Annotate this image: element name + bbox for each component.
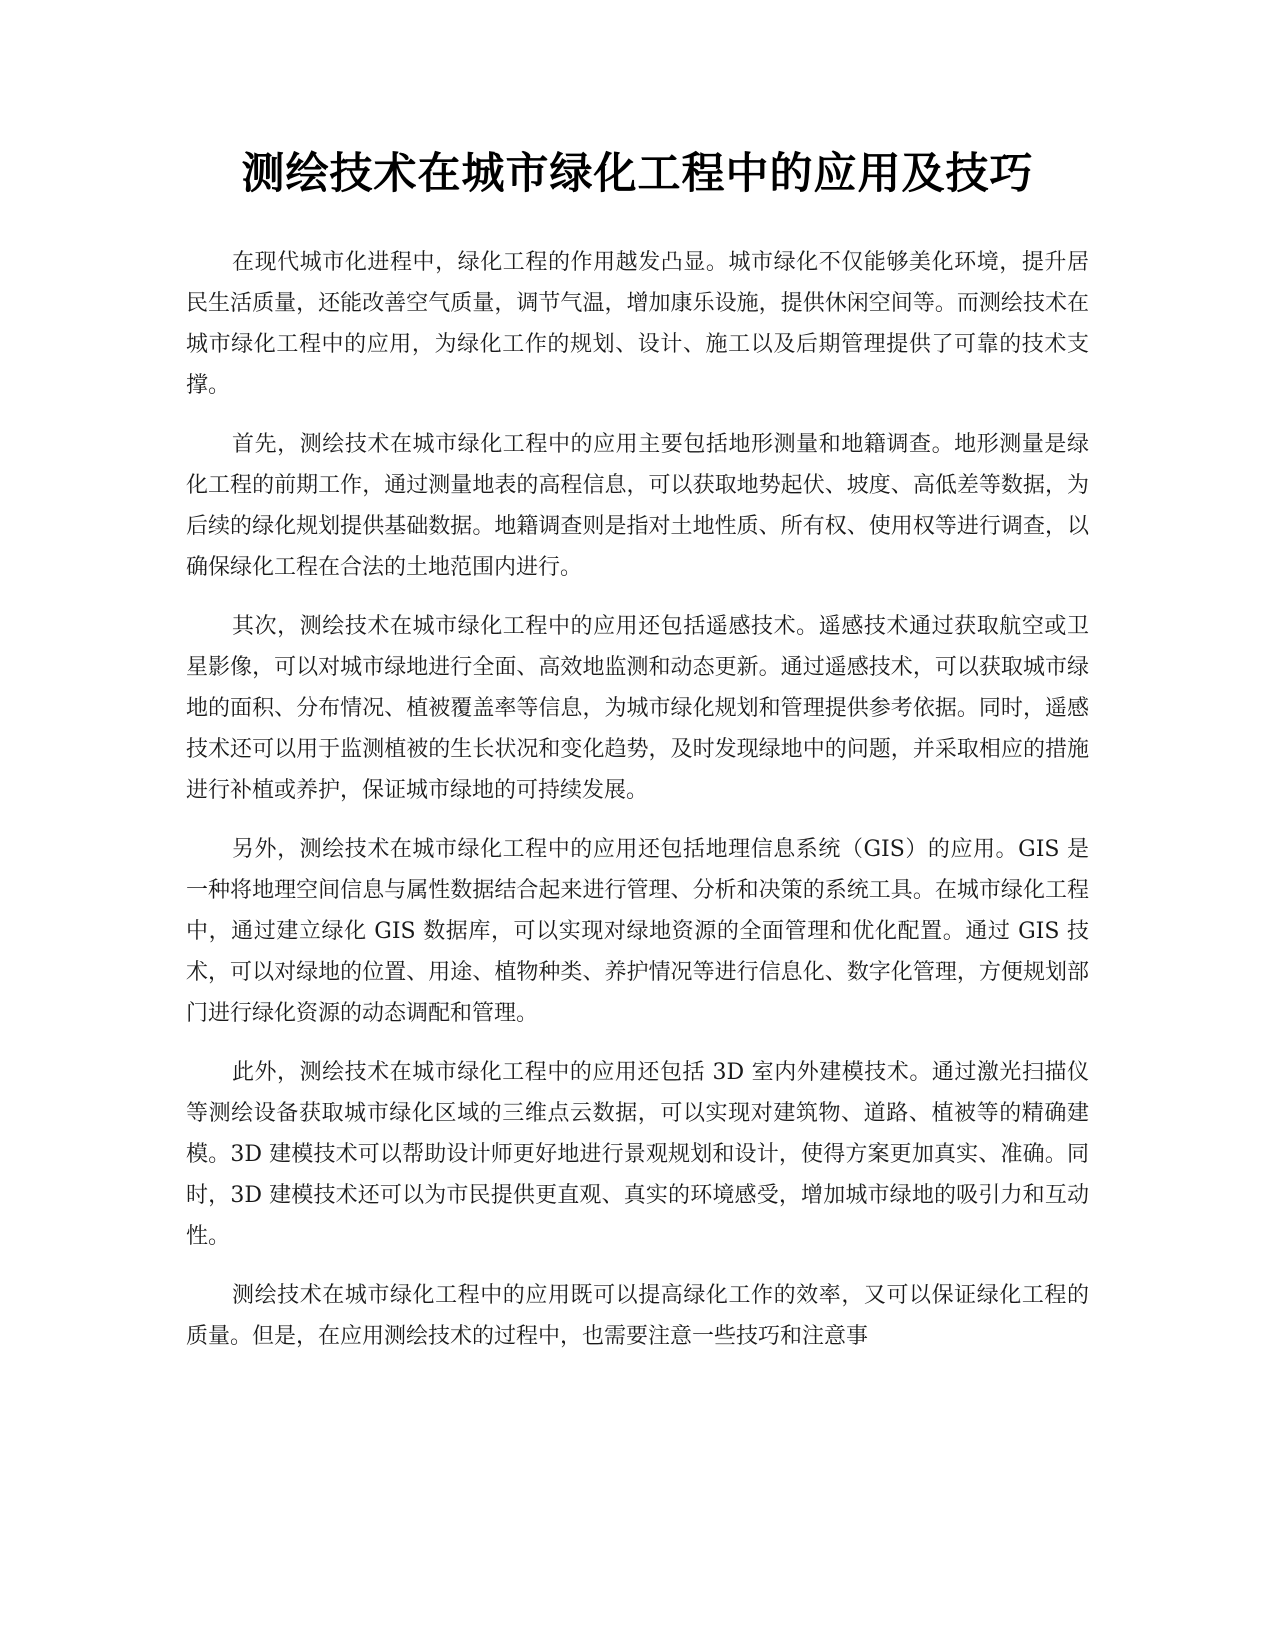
document-title: 测绘技术在城市绿化工程中的应用及技巧 (241, 149, 1034, 199)
paragraph-remote-sensing: 其次，测绘技术在城市绿化工程中的应用还包括遥感技术。遥感技术通过获取航空或卫星影像，可以对城市绿地进行全面、高效地监测和动态更新。通过遥感技术，可以获取城市绿地的面积、分布情况、植被覆盖率等信息，为城市绿化规划和管理提供参考依据。同时，遥感技术还可以用于监测植被的生长状况和变化趋势，及时发现绿地中的问题，并采取相应的措施进行补植或养护，保证城市绿地的可持续发展。 (186, 614, 1089, 803)
paragraph-conclusion: 测绘技术在城市绿化工程中的应用既可以提高绿化工作的效率，又可以保证绿化工程的质量。但是，在应用测绘技术的过程中，也需要注意一些技巧和注意事 (186, 1283, 1089, 1349)
paragraph-3d-modeling: 此外，测绘技术在城市绿化工程中的应用还包括 3D 室内外建模技术。通过激光扫描仪等测绘设备获取城市绿化区域的三维点云数据，可以实现对建筑物、道路、植被等的精确建模。3D 建模技术可以帮助设计师更好地进行景观规划和设计，使得方案更加真实、准确。同时，3D 建模技术还可以为市民提供更直观、真实的环境感受，增加城市绿地的吸引力和互动性。 (186, 1060, 1089, 1249)
paragraph-gis: 另外，测绘技术在城市绿化工程中的应用还包括地理信息系统（GIS）的应用。GIS 是一种将地理空间信息与属性数据结合起来进行管理、分析和决策的系统工具。在城市绿化工程中，通过建立绿化 GIS 数据库，可以实现对绿地资源的全面管理和优化配置。通过 GIS 技术，可以对绿地的位置、用途、植物种类、养护情况等进行信息化、数字化管理，方便规划部门进行绿化资源的动态调配和管理。 (186, 837, 1089, 1026)
paragraph-topographic-survey: 首先，测绘技术在城市绿化工程中的应用主要包括地形测量和地籍调查。地形测量是绿化工程的前期工作，通过测量地表的高程信息，可以获取地势起伏、坡度、高低差等数据，为后续的绿化规划提供基础数据。地籍调查则是指对土地性质、所有权、使用权等进行调查，以确保绿化工程在合法的土地范围内进行。 (186, 432, 1089, 580)
document-body (186, 242, 1089, 1375)
paragraph-intro: 在现代城市化进程中，绿化工程的作用越发凸显。城市绿化不仅能够美化环境，提升居民生活质量，还能改善空气质量，调节气温，增加康乐设施，提供休闲空间等。而测绘技术在城市绿化工程中的应用，为绿化工作的规划、设计、施工以及后期管理提供了可靠的技术支撑。 (186, 250, 1089, 398)
